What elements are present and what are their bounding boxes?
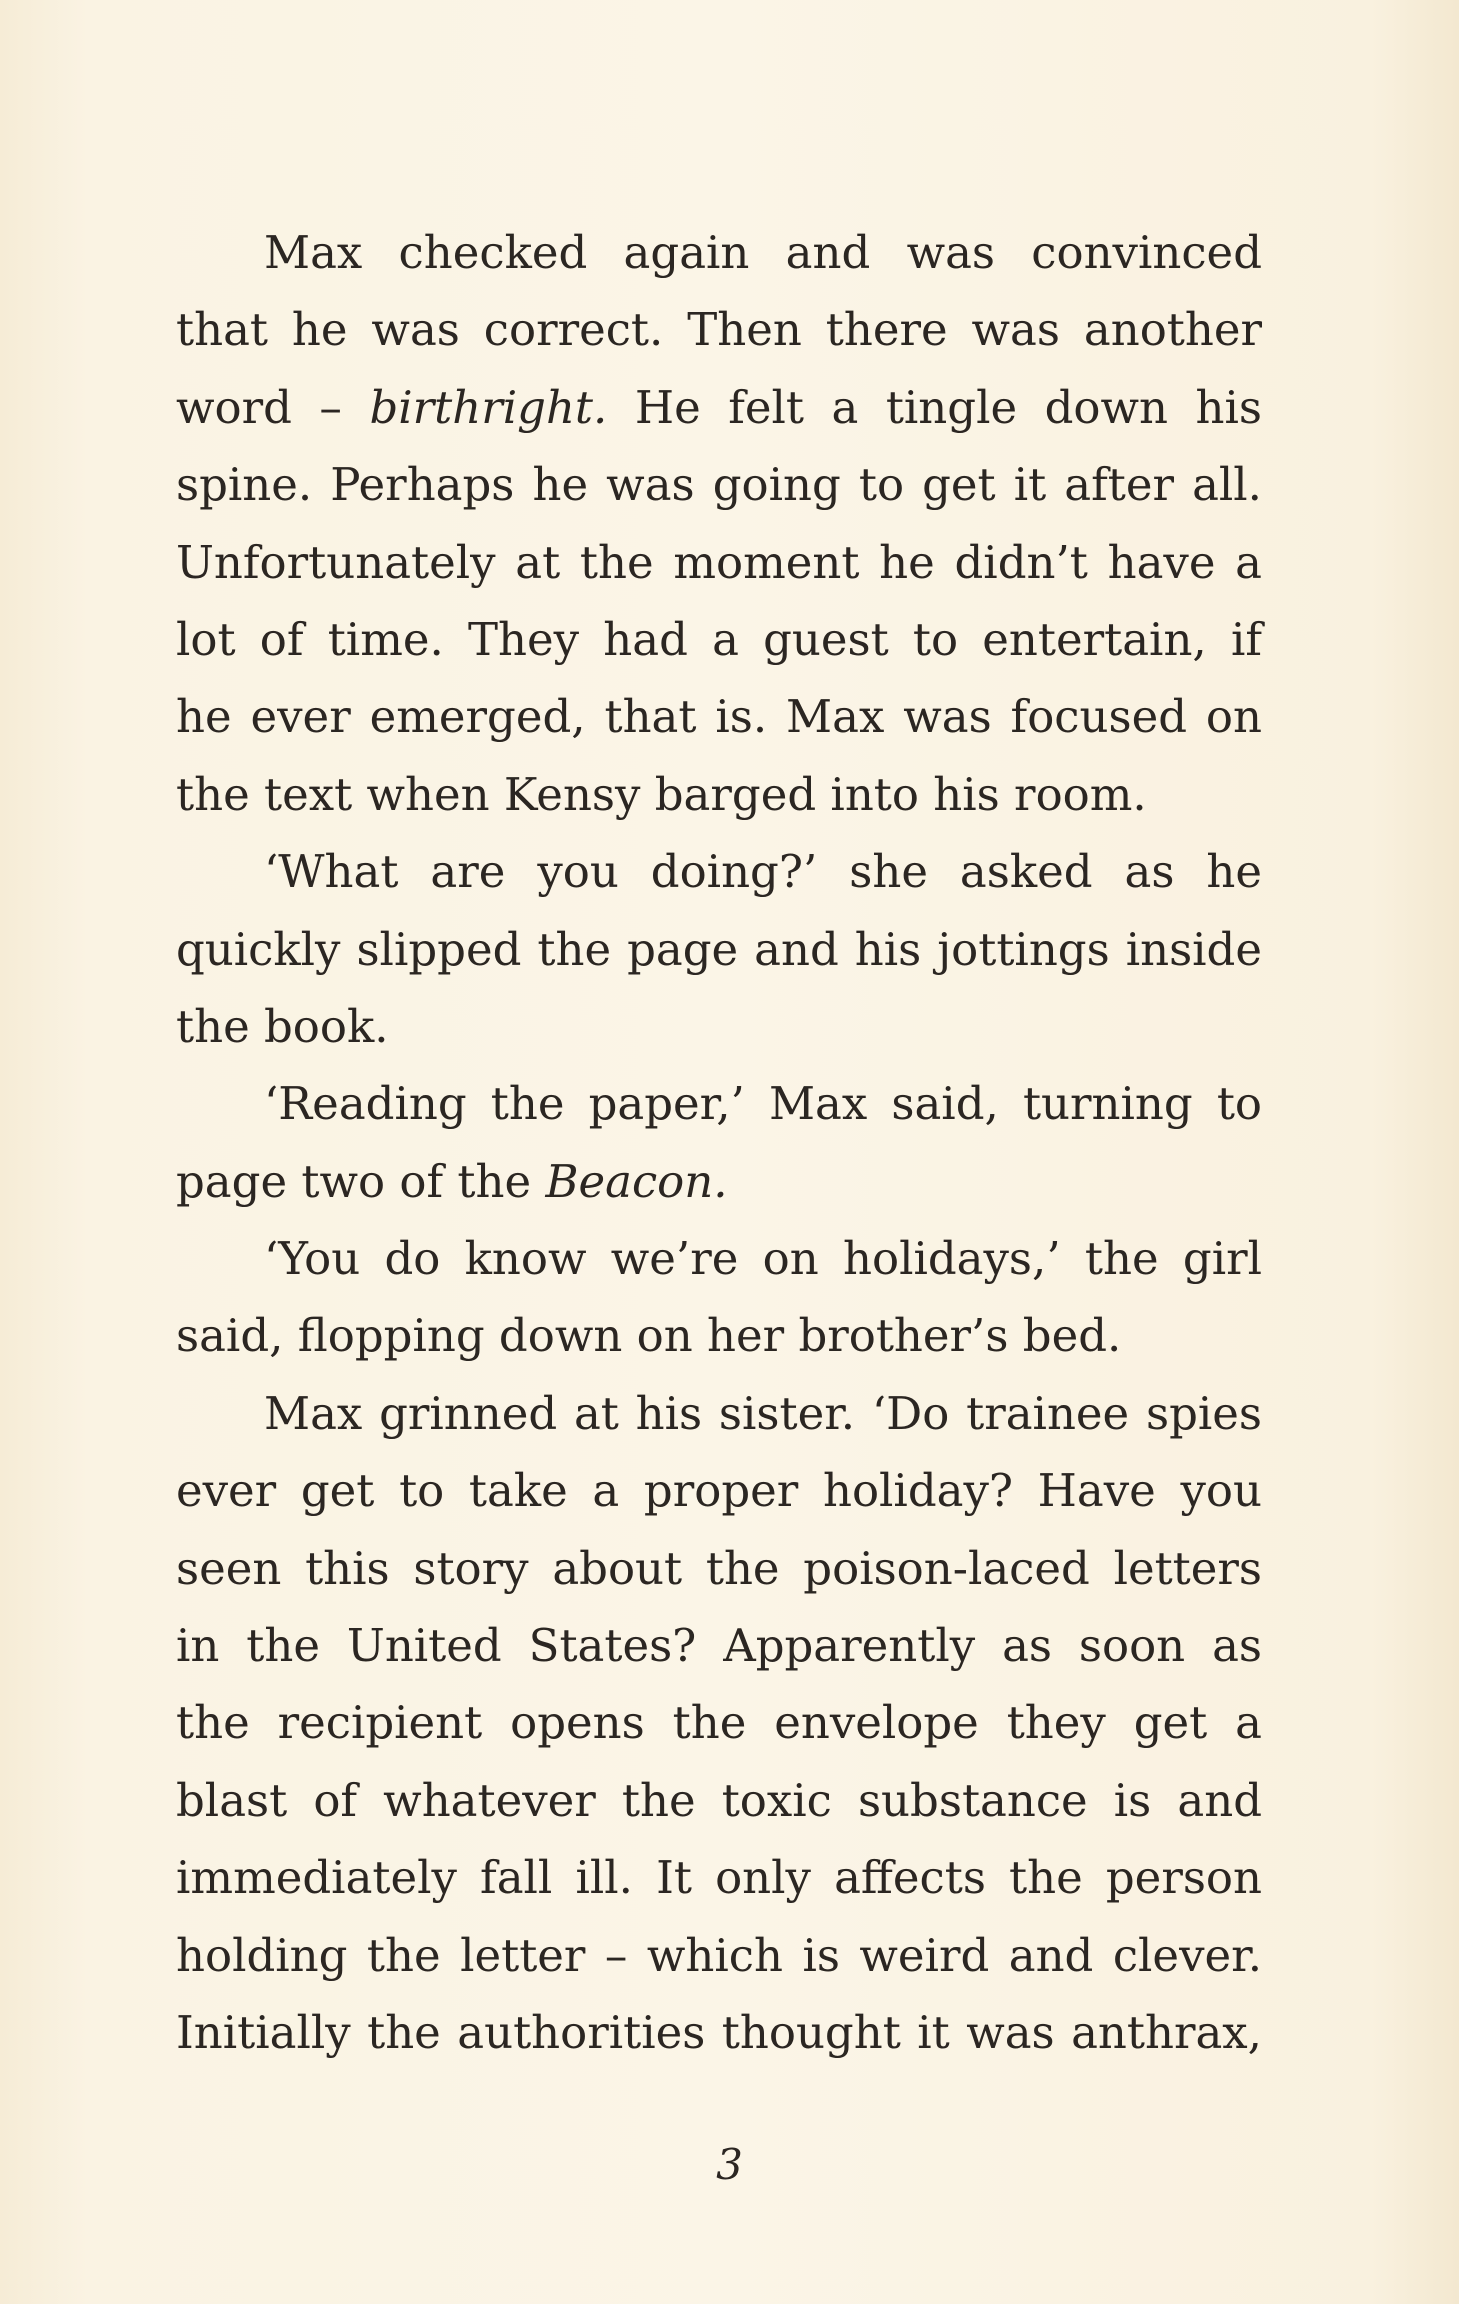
text-line xyxy=(176,601,1262,678)
text-line xyxy=(176,1220,1262,1297)
text-run: lot of time. They had a guest to entertain, if xyxy=(176,612,1262,666)
text-run: the recipient opens the envelope they get a xyxy=(176,1696,1262,1750)
text-line xyxy=(176,1762,1262,1839)
body-text xyxy=(176,214,1262,2071)
text-run: spine. Perhaps he was going to get it after all. xyxy=(176,458,1262,512)
text-run: ever get to take a proper holiday? Have you xyxy=(176,1464,1262,1518)
text-run: blast of whatever the toxic substance is and xyxy=(176,1773,1262,1827)
text-run: He felt a tingle down his xyxy=(607,380,1262,434)
text-run: the book. xyxy=(176,999,389,1053)
text-run: seen this story about the poison-laced letters xyxy=(176,1541,1262,1595)
text-line xyxy=(176,911,1262,988)
italic-text: Beacon. xyxy=(545,1154,728,1208)
text-run: ‘You do know we’re on holidays,’ the girl xyxy=(264,1232,1262,1286)
text-line xyxy=(176,1143,1262,1220)
text-run: word – xyxy=(176,380,370,434)
text-line xyxy=(176,833,1262,910)
text-line xyxy=(176,369,1262,446)
text-run: quickly slipped the page and his jottings inside xyxy=(176,922,1262,976)
page-number: 3 xyxy=(716,2140,743,2189)
text-line xyxy=(176,1375,1262,1452)
text-run: immediately fall ill. It only affects the person xyxy=(176,1851,1262,1905)
text-line xyxy=(176,1994,1262,2071)
text-run: the text when Kensy barged into his room. xyxy=(176,767,1147,821)
italic-text: birthright. xyxy=(369,380,608,434)
text-line xyxy=(176,1607,1262,1684)
text-line xyxy=(176,1297,1262,1374)
text-run: Initially the authorities thought it was anthrax, xyxy=(176,2005,1262,2059)
text-run: that he was correct. Then there was another xyxy=(176,303,1262,357)
text-line xyxy=(176,291,1262,368)
text-line xyxy=(176,678,1262,755)
text-run: said, flopping down on her brother’s bed. xyxy=(176,1309,1122,1363)
text-run: in the United States? Apparently as soon as xyxy=(176,1619,1262,1673)
text-line xyxy=(176,1839,1262,1916)
text-run: Max checked again and was convinced xyxy=(264,226,1262,279)
text-run: page two of the xyxy=(176,1154,546,1208)
text-run: ‘What are you doing?’ she asked as he xyxy=(264,845,1262,899)
text-line xyxy=(176,446,1262,523)
text-line xyxy=(176,1917,1262,1994)
text-line xyxy=(176,1530,1262,1607)
text-run: Unfortunately at the moment he didn’t have a xyxy=(176,535,1262,589)
text-line xyxy=(176,1452,1262,1529)
text-line xyxy=(176,1065,1262,1142)
text-line xyxy=(176,756,1262,833)
text-line xyxy=(176,524,1262,601)
text-line xyxy=(176,214,1262,291)
text-line xyxy=(176,988,1262,1065)
text-run: holding the letter – which is weird and clever. xyxy=(176,1928,1262,1982)
text-run: he ever emerged, that is. Max was focused on xyxy=(176,690,1262,744)
text-run: Max grinned at his sister. ‘Do trainee spies xyxy=(264,1386,1262,1440)
text-run: ‘Reading the paper,’ Max said, turning to xyxy=(264,1077,1262,1131)
text-line xyxy=(176,1684,1262,1761)
